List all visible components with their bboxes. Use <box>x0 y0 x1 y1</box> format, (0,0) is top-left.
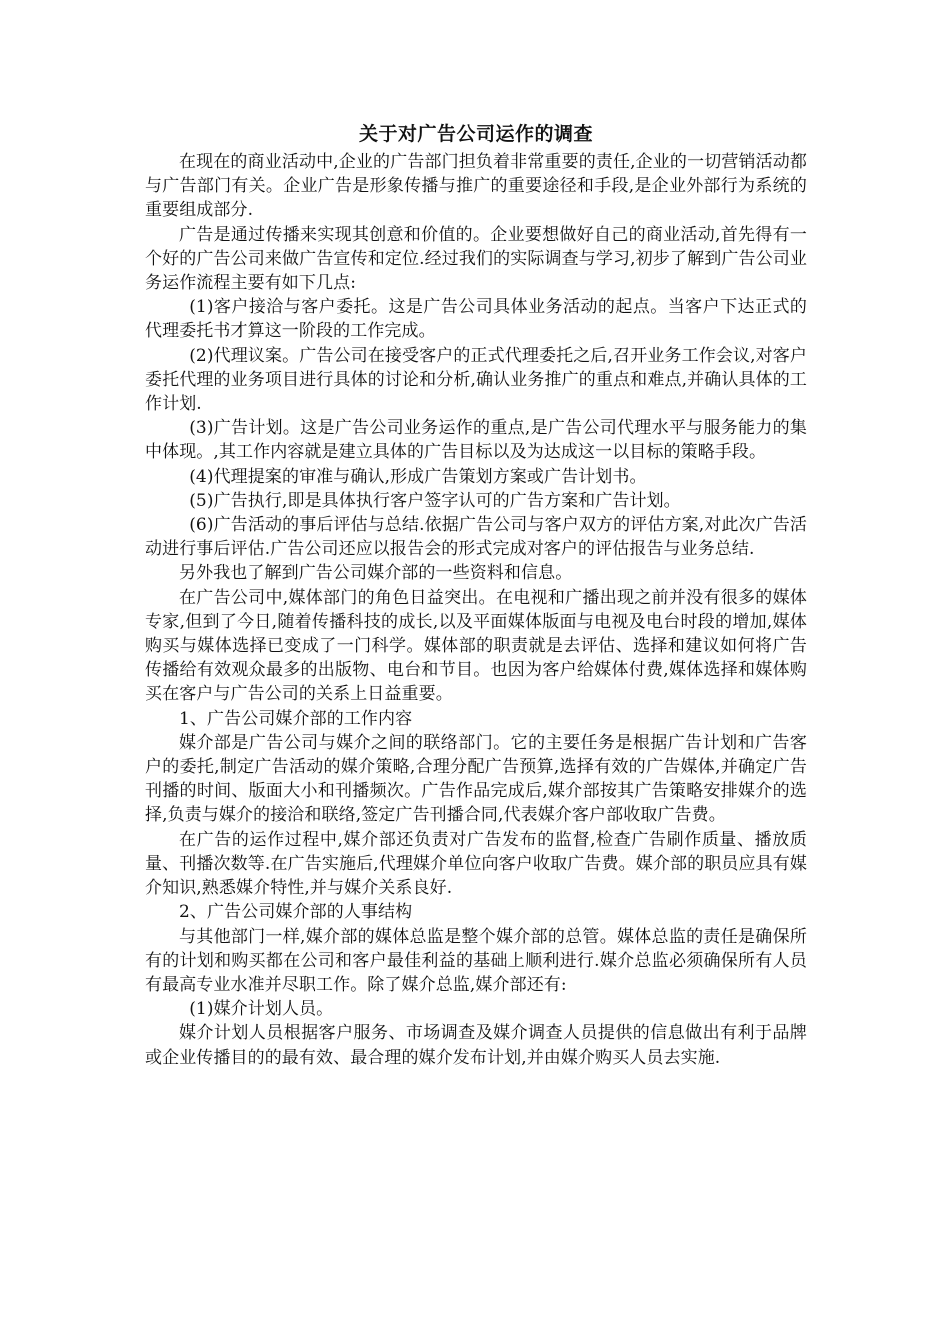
paragraph-media-tasks: 媒介部是广告公司与媒介之间的联络部门。它的主要任务是根据广告计划和广告客户的委托,制定广告活动的媒介策略,合理分配广告预算,选择有效的广告媒体,并确定广告刊播的时间、版面大小和刊播频次。广告作品完成后,媒介部按其广告策略安排媒介的选择,负责与媒介的接洽和联络,签定广告刊播合同,代表媒介客户部收取广告费。 <box>145 732 807 826</box>
paragraph-planner-description: 媒介计划人员根据客户服务、市场调查及媒介调查人员提供的信息做出有利于品牌或企业传播目的的最有效、最合理的媒介发布计划,并由媒介购买人员去实施. <box>145 1023 807 1068</box>
section-heading-2: 2、广告公司媒介部的人事结构 <box>179 902 413 923</box>
paragraph-intro-1: 在现在的商业活动中,企业的广告部门担负着非常重要的责任,企业的一切营销活动都与广告部门有关。企业广告是形象传播与推广的重要途径和手段,是企业外部行为系统的重要组成部分. <box>145 152 807 221</box>
document-title: 关于对广告公司运作的调查 <box>358 123 593 145</box>
paragraph-step-2: (2)代理议案。广告公司在接受客户的正式代理委托之后,召开业务工作会议,对客户委托代理的业务项目进行具体的讨论和分析,确认业务推广的重点和难点,并确认具体的工作计划. <box>145 345 807 415</box>
paragraph-media-intro: 另外我也了解到广告公司媒介部的一些资料和信息。 <box>179 563 573 584</box>
paragraph-media-role: 在广告公司中,媒体部门的角色日益突出。在电视和广播出现之前并没有很多的媒体专家,但到了今日,随着传播科技的成长,以及平面媒体版面与电视及电台时段的增加,媒体购买与媒体选择已变成了一门科学。媒体部的职责就是去评估、选择和建议如何将广告传播给有效观众最多的出版物、电台和节目。也因为客户给媒体付费,媒体选择和媒体购买在客户与广告公司的关系上日益重要。 <box>145 587 807 705</box>
paragraph-step-1: (1)客户接洽与客户委托。这是广告公司具体业务活动的起点。当客户下达正式的代理委托书才算这一阶段的工作完成。 <box>145 297 807 342</box>
paragraph-step-3: (3)广告计划。这是广告公司业务运作的重点,是广告公司代理水平与服务能力的集中体现。,其工作内容就是建立具体的广告目标以及为达成这一以目标的策略手段。 <box>145 418 807 463</box>
paragraph-planner-heading: (1)媒介计划人员。 <box>189 999 334 1020</box>
paragraph-intro-2: 广告是通过传播来实现其创意和价值的。企业要想做好自己的商业活动,首先得有一个好的广告公司来做广告宣传和定位.经过我们的实际调查与学习,初步了解到广告公司业务运作流程主要有如下几点: <box>145 224 807 294</box>
paragraph-step-5: (5)广告执行,即是具体执行客户签字认可的广告方案和广告计划。 <box>189 490 681 511</box>
paragraph-media-director: 与其他部门一样,媒介部的媒体总监是整个媒介部的总管。媒体总监的责任是确保所有的计划和购买都在公司和客户最佳利益的基础上顺利进行.媒介总监必须确保所有人员有最高专业水准并尽职工作。除了媒介总监,媒介部还有: <box>145 926 807 995</box>
paragraph-step-4: (4)代理提案的审准与确认,形成广告策划方案或广告计划书。 <box>189 466 647 487</box>
paragraph-step-6: (6)广告活动的事后评估与总结.依据广告公司与客户双方的评估方案,对此次广告活动进行事后评估.广告公司还应以报告会的形式完成对客户的评估报告与业务总结. <box>145 515 807 560</box>
document-page <box>145 120 807 1070</box>
section-heading-1: 1、广告公司媒介部的工作内容 <box>179 708 413 729</box>
paragraph-media-supervision: 在广告的运作过程中,媒介部还负责对广告发布的监督,检查广告刷作质量、播放质量、刊播次数等.在广告实施后,代理媒介单位向客户收取广告费。媒介部的职员应具有媒介知识,熟悉媒介特性,并与媒介关系良好. <box>145 829 807 899</box>
